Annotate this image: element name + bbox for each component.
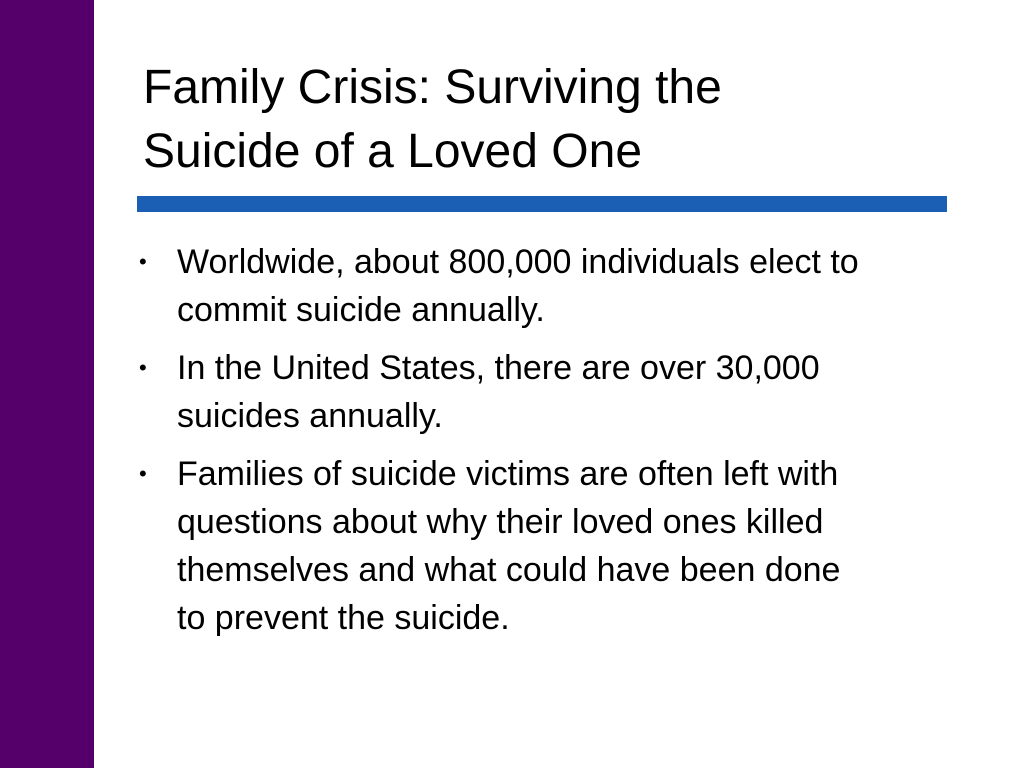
bullet-text-line: commit suicide annually. xyxy=(177,291,545,329)
side-accent-bar xyxy=(0,0,94,768)
bullet-text-line: suicides annually. xyxy=(177,397,443,435)
title-line: Suicide of a Loved One xyxy=(143,125,643,178)
bullet-item xyxy=(137,238,997,334)
bullet-dot-icon: • xyxy=(139,461,147,486)
title-line: Family Crisis: Surviving the xyxy=(143,61,722,114)
title-underline-rule xyxy=(137,196,947,212)
bullet-text-line: In the United States, there are over 30,000 xyxy=(177,349,820,387)
bullet-dot-icon: • xyxy=(139,355,147,380)
bullet-dot-icon: • xyxy=(139,249,147,274)
bullet-text-line: Worldwide, about 800,000 individuals elect to xyxy=(177,243,859,281)
bullet-text-line: questions about why their loved ones killed xyxy=(177,503,824,541)
bullet-text-line: Families of suicide victims are often left with xyxy=(177,455,839,493)
bullet-text-line: to prevent the suicide. xyxy=(177,599,510,637)
slide-title xyxy=(143,56,963,184)
bullet-item xyxy=(137,344,997,440)
bullet-item xyxy=(137,450,997,642)
bullet-text-line: themselves and what could have been done xyxy=(177,551,841,589)
bullet-list xyxy=(137,238,997,652)
